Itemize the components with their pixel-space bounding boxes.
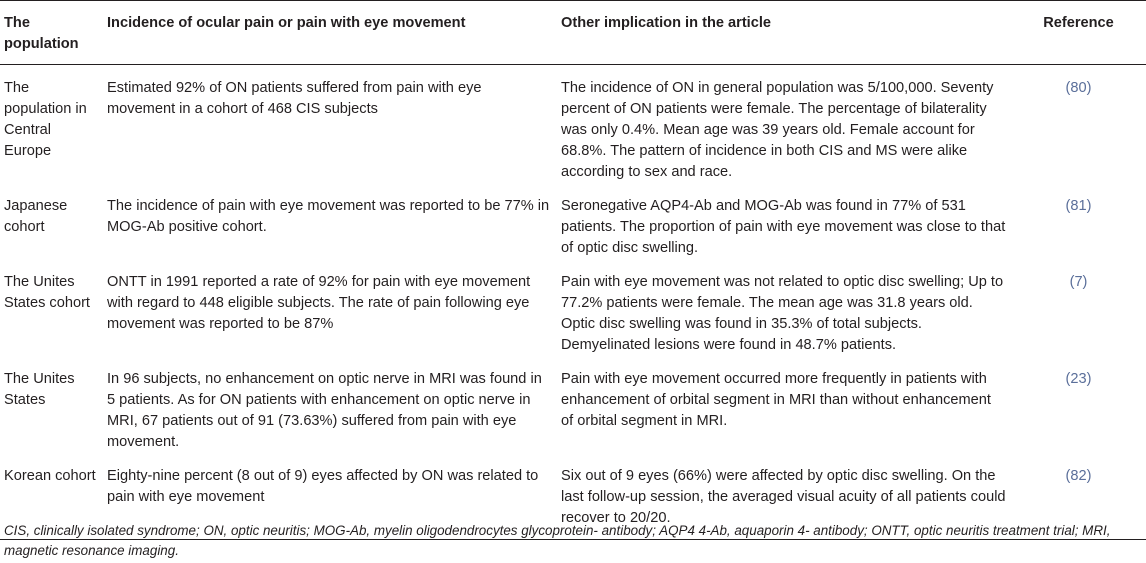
header-population: The population bbox=[0, 1, 103, 65]
reference-link[interactable]: (81) bbox=[1065, 198, 1092, 214]
header-incidence: Incidence of ocular pain or pain with eye movement bbox=[103, 1, 557, 65]
reference-link[interactable]: (7) bbox=[1069, 274, 1088, 290]
reference-link[interactable]: (80) bbox=[1065, 80, 1092, 96]
cell-population: The Unites States cohort bbox=[4, 274, 90, 311]
table-footnote: CIS, clinically isolated syndrome; ON, optic neuritis; MOG-Ab, myelin oligodendrocytes glycoprotein- antibody; AQP4 4-Ab, aquaporin 4- antibody; ONTT, optic neuritis treatment trial; MRI, magnetic resonance imaging. bbox=[4, 523, 1111, 558]
table-row bbox=[0, 188, 1146, 264]
table-header bbox=[0, 1, 1146, 65]
cell-other-implication: Pain with eye movement was not related to optic disc swelling; Up to 77.2% patients were female. The mean age was 31.8 years old. Optic disc swelling was found in 35.3% of total subjects. Demyelinated lesions were found in 48.7% patients. bbox=[561, 274, 1004, 353]
cell-incidence: In 96 subjects, no enhancement on optic nerve in MRI was found in 5 patients. As for ON patients with enhancement on optic nerve in MRI, 67 patients out of 91 (73.63%) suffered from pain with eye movement. bbox=[107, 371, 542, 450]
cell-population: The Unites States bbox=[4, 371, 75, 408]
reference-link[interactable]: (82) bbox=[1065, 468, 1092, 484]
header-other-implication: Other implication in the article bbox=[557, 1, 1011, 65]
cell-population: Korean cohort bbox=[0, 458, 103, 540]
cell-incidence: The incidence of pain with eye movement was reported to be 77% in MOG-Ab positive cohort. bbox=[107, 198, 550, 235]
cell-incidence: ONTT in 1991 reported a rate of 92% for pain with eye movement with regard to 448 eligible subjects. The rate of pain following eye movement was reported to be 87% bbox=[107, 274, 531, 332]
cell-other-implication: Pain with eye movement occurred more frequently in patients with enhancement of orbital segment in MRI than without enhancement of orbital segment in MRI. bbox=[561, 371, 991, 429]
cell-reference bbox=[1011, 361, 1146, 458]
cell-other-implication: The incidence of ON in general population was 5/100,000. Seventy percent of ON patients were female. The percentage of bilaterality was only 0.4%. Mean age was 39 years old. Female account for 68.8%. The pattern of incidence in both CIS and MS were alike according to sex and race. bbox=[561, 80, 994, 180]
cell-reference bbox=[1011, 188, 1146, 264]
reference-link[interactable]: (23) bbox=[1065, 371, 1092, 387]
cell-incidence: Estimated 92% of ON patients suffered from pain with eye movement in a cohort of 468 CIS subjects bbox=[107, 80, 482, 117]
cell-population: Japanese cohort bbox=[4, 198, 68, 235]
header-reference: Reference bbox=[1011, 1, 1146, 65]
header-row bbox=[0, 1, 1146, 65]
cell-other-implication: Six out of 9 eyes (66%) were affected by optic disc swelling. On the last follow-up session, the averaged visual acuity of all patients could recover to 20/20. bbox=[557, 458, 1011, 540]
cell-incidence: Eighty-nine percent (8 out of 9) eyes affected by ON was related to pain with eye movement bbox=[103, 458, 557, 540]
cell-population: The population in Central Europe bbox=[4, 80, 87, 159]
table-row bbox=[0, 65, 1146, 189]
table-body bbox=[0, 65, 1146, 540]
table-row bbox=[0, 264, 1146, 361]
table-row bbox=[0, 361, 1146, 458]
cell-other-implication: Seronegative AQP4-Ab and MOG-Ab was found in 77% of 531 patients. The proportion of pain with eye movement was close to that of optic disc swelling. bbox=[561, 198, 1006, 256]
cell-reference bbox=[1011, 264, 1146, 361]
cell-reference bbox=[1011, 65, 1146, 189]
